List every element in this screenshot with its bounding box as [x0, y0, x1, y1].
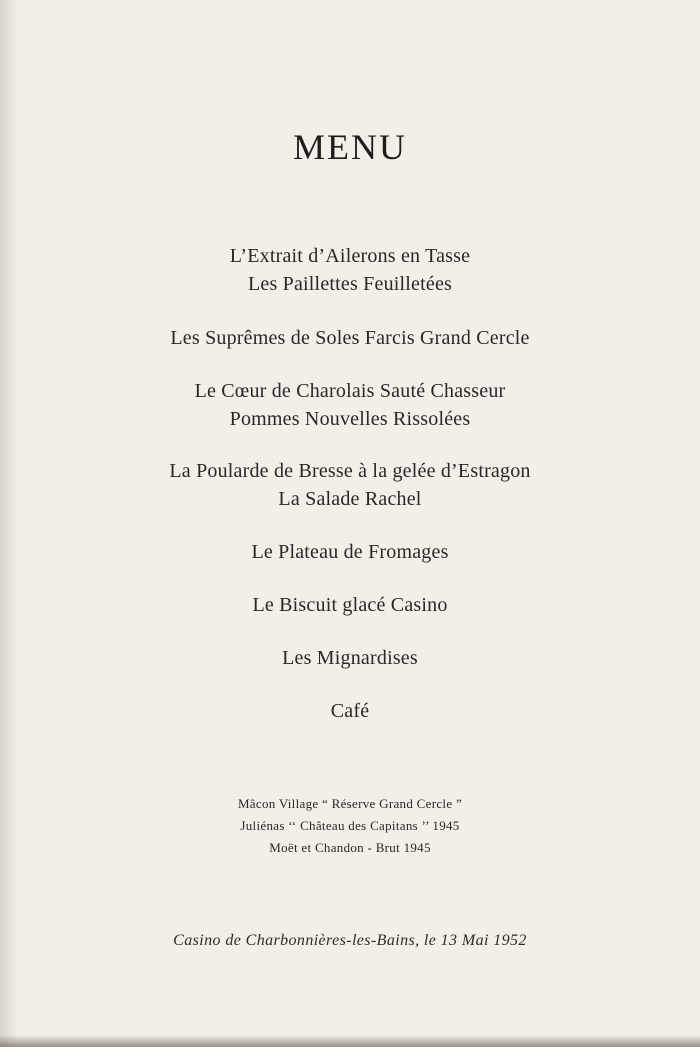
- wine-line: Moët et Chandon - Brut 1945: [269, 840, 431, 855]
- course-3: [0, 377, 700, 433]
- course-1: [0, 242, 700, 298]
- venue-date-footer: Casino de Charbonnières-les-Bains, le 13 Mai 1952: [173, 932, 527, 949]
- course-7: [0, 644, 700, 672]
- wine-line: Mâcon Village “ Réserve Grand Cercle ”: [237, 796, 463, 811]
- wine-line: Juliénas ‘‘ Château des Capitans ’’ 1945: [240, 818, 460, 833]
- course-line: Les Suprêmes de Soles Farcis Grand Cercle: [170, 327, 530, 349]
- course-6: [0, 591, 700, 619]
- course-line: Le Cœur de Charolais Sauté Chasseur: [194, 380, 506, 402]
- course-line: Café: [330, 700, 370, 722]
- course-line: La Salade Rachel: [278, 488, 422, 510]
- course-4: [0, 457, 700, 513]
- course-8: [0, 697, 700, 725]
- course-line: Pommes Nouvelles Rissolées: [229, 408, 471, 430]
- course-2: [0, 324, 700, 352]
- wine-list: [0, 793, 700, 859]
- course-line: Le Plateau de Fromages: [251, 541, 449, 563]
- course-line: La Poularde de Bresse à la gelée d’Estragon: [169, 460, 531, 482]
- menu-title: MENU: [293, 127, 407, 167]
- course-line: L’Extrait d’Ailerons en Tasse: [229, 245, 471, 267]
- course-line: Les Mignardises: [282, 647, 418, 669]
- course-line: Le Biscuit glacé Casino: [252, 594, 448, 616]
- course-line: Les Paillettes Feuilletées: [247, 273, 453, 295]
- course-5: [0, 538, 700, 566]
